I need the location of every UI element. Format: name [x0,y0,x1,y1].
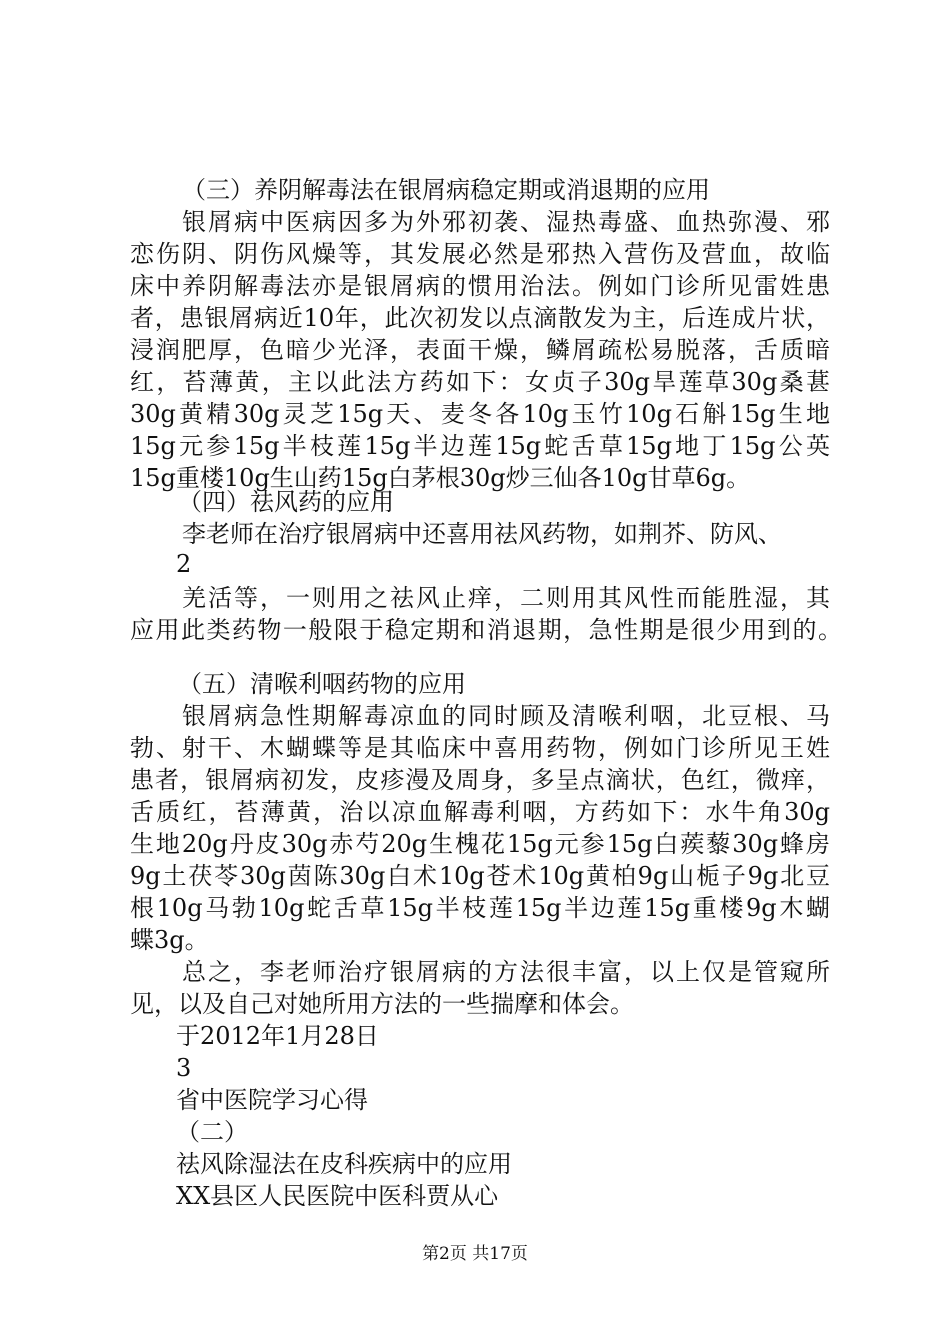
paragraph-line: 红，苔薄黄，主以此法方药如下：女贞子30g旱莲草30g桑葚 [130,368,830,396]
section-heading: （三）养阴解毒法在银屑病稳定期或消退期的应用 [182,176,710,204]
paragraph-line: 银屑病中医病因多为外邪初袭、湿热毒盛、血热弥漫、邪 [182,208,830,236]
paragraph-line: 15g元参15g半枝莲15g半边莲15g蛇舌草15g地丁15g公英 [130,432,830,460]
paragraph-line: 浸润肥厚，色暗少光泽，表面干燥，鳞屑疏松易脱落，舌质暗 [130,336,830,364]
paragraph-line: 舌质红，苔薄黄，治以凉血解毒利咽，方药如下：水牛角30g [130,798,830,826]
paragraph-line: 银屑病急性期解毒凉血的同时顾及清喉利咽，北豆根、马 [182,702,830,730]
part-label: （二） [176,1118,248,1146]
document-title: 省中医院学习心得 [176,1086,368,1114]
paragraph-line: 床中养阴解毒法亦是银屑病的惯用治法。例如门诊所见雷姓患 [130,272,830,300]
author-line: XX县区人民医院中医科贾从心 [176,1182,499,1210]
paragraph-line: 总之，李老师治疗银屑病的方法很丰富，以上仅是管窥所 [182,958,830,986]
paragraph-line: 30g黄精30g灵芝15g天、麦冬各10g玉竹10g石斛15g生地 [130,400,830,428]
paragraph-line: 恋伤阴、阴伤风燥等，其发展必然是邪热入营伤及营血，故临 [130,240,830,268]
section-heading: （五）清喉利咽药物的应用 [178,670,466,698]
paragraph-line: 者，患银屑病近10年，此次初发以点滴散发为主，后连成片状， [130,304,830,332]
page-marker: 2 [176,550,192,578]
paragraph-line: 9g土茯苓30g茵陈30g白术10g苍术10g黄柏9g山栀子9g北豆 [130,862,830,890]
paragraph-line: 见，以及自己对她所用方法的一些揣摩和体会。 [130,990,634,1018]
paragraph-line: 李老师在治疗银屑病中还喜用祛风药物，如荆芥、防风、 [182,520,782,548]
paragraph-line: 患者，银屑病初发，皮疹漫及周身，多呈点滴状，色红，微痒， [130,766,830,794]
paragraph-line: 羌活等，一则用之祛风止痒，二则用其风性而能胜湿，其 [182,584,830,612]
paragraph-line: 根10g马勃10g蛇舌草15g半枝莲15g半边莲15g重楼9g木蝴 [130,894,830,922]
paragraph-line: 15g重楼10g生山药15g白茅根30g炒三仙各10g甘草6g。 [130,464,751,492]
paragraph-line: 生地20g丹皮30g赤芍20g生槐花15g元参15g白蒺藜30g蜂房 [130,830,830,858]
section-heading: （四）祛风药的应用 [178,488,394,516]
paragraph-line: 勃、射干、木蝴蝶等是其临床中喜用药物，例如门诊所见王姓 [130,734,830,762]
paragraph-line: 应用此类药物一般限于稳定期和消退期，急性期是很少用到的。 [130,616,842,644]
document-subtitle: 祛风除湿法在皮科疾病中的应用 [176,1150,512,1178]
page-footer: 第2页 共17页 [422,1244,528,1264]
date-line: 于2012年1月28日 [176,1022,379,1050]
paragraph-line: 蝶3g。 [130,926,209,954]
page-marker: 3 [176,1054,192,1082]
